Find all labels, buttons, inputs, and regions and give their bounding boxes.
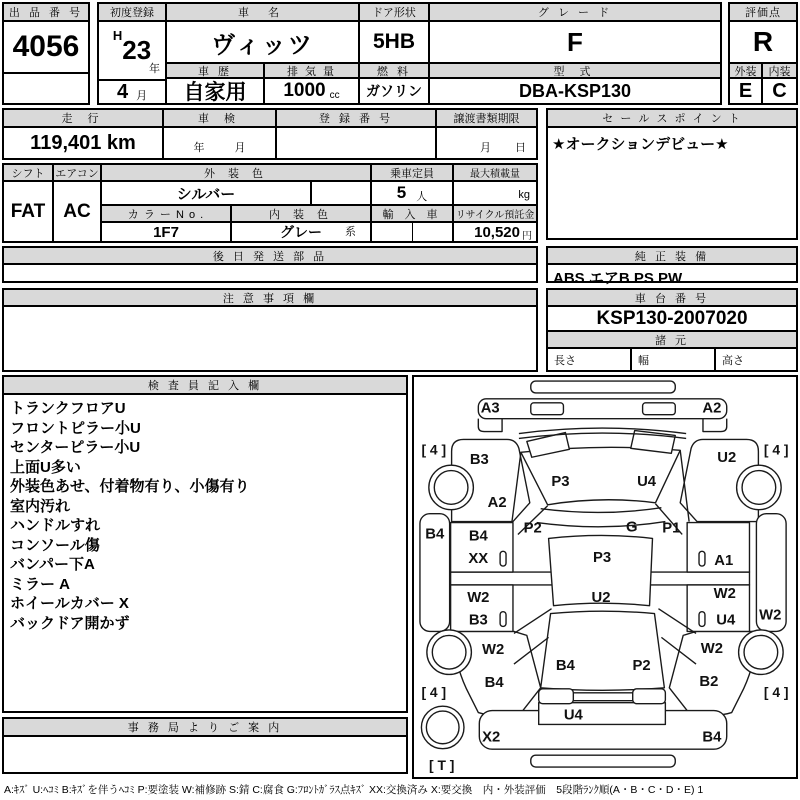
grade-label: グ レ ー ド	[430, 4, 720, 22]
car-name: ヴィッツ	[167, 22, 360, 64]
inspector-note: バックドア開かず	[10, 614, 130, 632]
import-cell-1	[372, 223, 413, 241]
color-no-value: 1F7	[102, 223, 232, 241]
auction-number-box	[2, 2, 90, 105]
damage-code: W2	[759, 607, 782, 624]
year-unit: 年	[149, 63, 160, 75]
damage-code: A1	[714, 553, 734, 570]
transfer-docs-label: 譲渡書類期限	[437, 110, 536, 128]
damage-code: X2	[482, 729, 501, 746]
sales-point-box	[546, 108, 798, 240]
chassis-number: KSP130-2007020	[548, 307, 796, 332]
auction-number: 4056	[4, 22, 88, 74]
damage-code: [ T ]	[429, 757, 455, 774]
damage-code: W2	[482, 642, 505, 659]
inspector-note: 上面U多い	[10, 458, 81, 476]
damage-code: P1	[662, 520, 681, 537]
first-reg-year: 23	[122, 35, 152, 65]
sales-point-label: セ ー ル ス ポ イ ン ト	[548, 110, 796, 128]
shift-label: シフト	[4, 165, 54, 182]
exterior-score: E	[730, 79, 763, 103]
office-box	[2, 717, 408, 774]
damage-code: XX	[468, 551, 489, 568]
first-registration-year	[99, 22, 167, 79]
office-label: 事 務 局 よ り ご 案 内	[4, 719, 406, 737]
later-parts-label: 後 日 発 送 部 品	[4, 248, 536, 265]
damage-code: W2	[713, 585, 736, 602]
interior-label: 内装	[763, 64, 796, 79]
transfer-docs-value: 月 日	[480, 142, 526, 154]
height-label: 高さ	[722, 354, 744, 367]
damage-code: [ 4 ]	[763, 441, 789, 458]
score-value: R	[730, 22, 796, 64]
damage-code: B3	[468, 612, 488, 629]
equipment-value: ABS エアB PS PW	[553, 270, 683, 287]
score-box	[728, 2, 798, 105]
registration-number-label: 登 録 番 号	[277, 110, 437, 128]
grade-value: F	[430, 22, 720, 64]
inspector-note: バンパー下A	[10, 556, 95, 573]
car-diagram-box	[412, 375, 798, 779]
inspector-note: センターピラー小U	[10, 439, 141, 456]
damage-code: U4	[637, 473, 657, 490]
recycle-label: リサイクル預託金	[454, 206, 536, 223]
damage-code: B4	[468, 528, 488, 545]
score-label: 評価点	[730, 4, 796, 22]
model-code-label: 型 式	[430, 64, 720, 79]
damage-code: B3	[469, 452, 489, 469]
exterior-color-extra	[312, 182, 372, 206]
inspector-note: トランクフロアU	[10, 400, 126, 417]
fuel-value: ガソリン	[360, 79, 430, 103]
history-value: 自家用	[167, 79, 265, 103]
inspector-note: コンソール傷	[10, 536, 100, 554]
mileage-band	[2, 108, 538, 160]
first-registration-label: 初度登録	[99, 4, 167, 22]
import-label: 輸 入 車	[372, 206, 454, 223]
inspector-box	[2, 375, 408, 713]
interior-score: C	[772, 79, 787, 102]
mileage-label: 走 行	[4, 110, 164, 128]
legend-text: A:ｷｽﾞ U:ﾍｺﾐ B:ｷｽﾞを伴うﾍｺﾐ P:要塗装 W:補修跡 S:錆 C:腐食 G:ﾌﾛﾝﾄｶﾞﾗｽ点ｷｽﾞ XX:交換済み X:要交換 内・外装評価 5段階ﾗﾝｸ順(A・B・C・D・E) 1	[4, 784, 704, 796]
inspector-note: フロントピラー小U	[10, 419, 141, 437]
damage-code: B2	[699, 673, 719, 690]
inspector-note: 外装色あせ、付着物有り、小傷有り	[10, 478, 250, 495]
capacity-value: 5 人	[372, 182, 454, 206]
sales-point-text: ★オークションデビュー★	[552, 136, 729, 153]
exterior-color-value: シルバー	[102, 182, 312, 206]
damage-code: U2	[717, 450, 737, 467]
damage-code: U2	[591, 589, 611, 606]
exterior-label: 外装	[730, 64, 763, 79]
first-registration-month: 4 月	[99, 79, 167, 103]
model-code: DBA-KSP130	[518, 80, 632, 101]
damage-code: B4	[484, 674, 504, 691]
ac-value: AC	[54, 182, 102, 241]
width-label: 幅	[632, 349, 716, 370]
inspection-value: 年 月	[164, 128, 277, 158]
history-label: 車 歴	[167, 64, 265, 79]
damage-code: [ 4 ]	[763, 683, 789, 700]
damage-code: [ 4 ]	[421, 441, 447, 458]
dimensions-label: 諸 元	[548, 332, 796, 349]
color-no-label: カ ラ ー N o .	[102, 206, 232, 223]
damage-code: W2	[467, 589, 490, 606]
damage-code: P2	[632, 658, 651, 675]
auction-number-label: 出 品 番 号	[4, 4, 88, 22]
damage-code: W2	[700, 641, 724, 658]
equipment-box	[546, 246, 798, 287]
inspector-note: ホイールカバー X	[10, 595, 129, 612]
caution-label: 注 意 事 項 欄	[4, 290, 536, 307]
door-shape: 5HB	[360, 22, 430, 64]
damage-code: B4	[702, 729, 722, 746]
equipment-label: 純 正 装 備	[548, 248, 796, 265]
door-shape-label: ドア形状	[360, 4, 430, 22]
ac-label: エアコン	[54, 165, 102, 182]
interior-color-value: グレー 系	[232, 223, 372, 241]
damage-code: U4	[716, 612, 736, 629]
damage-code: A3	[480, 400, 500, 417]
caution-box	[2, 288, 538, 372]
car-diagram	[414, 377, 796, 777]
damage-code: U4	[563, 707, 583, 724]
spec-band	[2, 163, 538, 243]
damage-code: A2	[702, 400, 722, 417]
recycle-value: 10,520 円	[474, 223, 532, 241]
inspector-note: ミラー A	[10, 575, 71, 593]
chassis-box	[546, 288, 798, 372]
damage-code: P2	[523, 520, 542, 537]
length-label: 長さ	[548, 349, 632, 370]
max-load-value: kg	[454, 182, 536, 206]
inspector-notes	[10, 399, 250, 633]
shift-value: FAT	[4, 182, 54, 241]
max-load-label: 最大積載量	[454, 165, 536, 182]
displacement-label: 排 気 量	[265, 64, 360, 79]
mileage-value: 119,401 km	[4, 128, 164, 158]
damage-code: G	[625, 519, 638, 536]
inspection-label: 車 検	[164, 110, 277, 128]
vehicle-header-table	[97, 2, 722, 105]
import-cell-2	[413, 223, 454, 241]
fuel-label: 燃 料	[360, 64, 430, 79]
car-name-label: 車 名	[167, 4, 360, 22]
inspector-note: 室内汚れ	[10, 497, 71, 515]
inspector-note: ハンドルすれ	[10, 517, 101, 534]
interior-color-label: 内 装 色	[232, 206, 372, 223]
inspector-label: 検 査 員 記 入 欄	[4, 377, 406, 395]
chassis-label: 車 台 番 号	[548, 290, 796, 307]
damage-code: [ 4 ]	[421, 683, 447, 700]
exterior-color-label: 外 装 色	[102, 165, 372, 182]
damage-code: A2	[487, 494, 507, 511]
damage-code: P3	[551, 473, 570, 490]
era-code: H	[112, 28, 123, 43]
damage-code: B4	[555, 658, 575, 675]
later-parts-box	[2, 246, 538, 283]
registration-number-value	[277, 128, 437, 158]
damage-code: P3	[592, 550, 612, 567]
displacement-value: 1000 cc	[265, 79, 360, 103]
capacity-label: 乗車定員	[372, 165, 454, 182]
interior-color-suffix: 系	[345, 226, 356, 238]
damage-code: B4	[425, 526, 445, 543]
